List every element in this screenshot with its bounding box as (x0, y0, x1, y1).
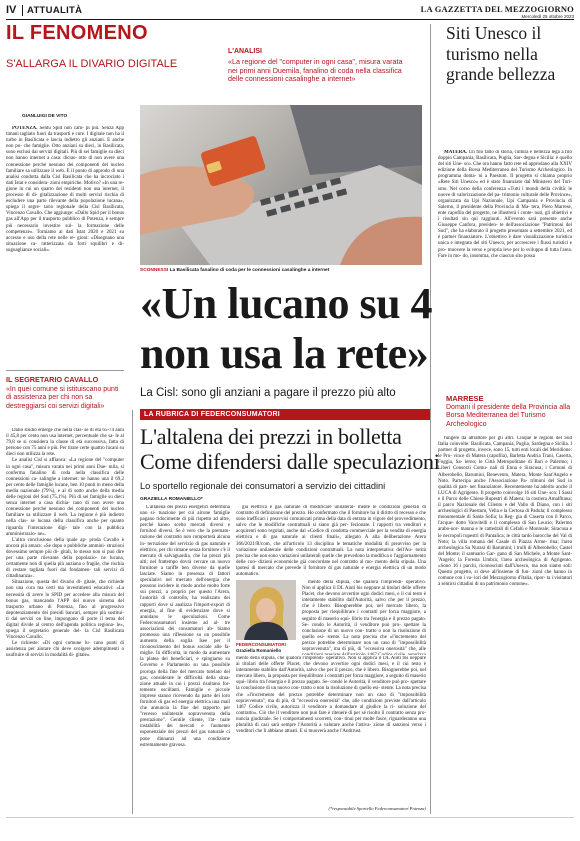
article-byline: GIANLUIGI DE VITO (22, 114, 68, 119)
rubrica-text-2: gia elettrica e gas naturale di modificare unilateral- mente le condizioni generali di contratto di definizione del prezzo. Ho confermato che il fornitore ha il diritto di recesso e che sono inefficaci i preavvisi comunicati prima della data di entrata in vigore del provvedimento, salvo che le modifiche contrattuali si siano già per- fezionate. I rapporti tra venditori e acquirenti sono regolati, anche dal «Codice di condotta commerciale per la vendita di energia elettrica e di gas naturale ai clienti finali», allegato A alla deliberazione Arera 366/2021/R/com, che all'articolo 13 disciplina le tematiche modalità di preavviso per la variazione unilaterale delle condizioni contrattuali. La nota interpretativa dell'Au- torità precisa che non sono variazioni unilaterali quelle che prevedono la modifica o l'aggiornamento delle con- dizioni economiche già concordate nel contratto al mo- mento della stipula. Una ipotesi di mercato che prevede il fornitore di gas naturale e energia elettrica di un modo automatico. (236, 505, 426, 577)
laptop-photo (140, 105, 422, 265)
right-column-divider (430, 24, 431, 814)
analysis-kicker: L'ANALISI (228, 48, 262, 55)
marrese-text: Domani il presidente della Provincia alla Borsa Mediterranea del Turismo Archeologico (446, 404, 571, 428)
portrait-org: FEDERCONSUMATORI (236, 642, 286, 647)
rubrica-text-1: L'altalena dei prezzi energetici determina uno si- tuazione per cui alcune famiglie pagano ridocimente di più rispetto ad altre, perché hanno scelto mercati diversi e fornitori diversi. Se è vero che la prematu- razione del contratto non comporterà alcuna in- terruzione del servizio di gas naturale e elettrico, per chi rimane senza fornitore c'è il mercato di salvaguardia, che ha prezzi più alti; nel frattempo dovrà cercare un nuovo fornitore a tariffe ben diverse da quelle lasciate. Siamo in presenza di fattori speculativi nel mercato dell'energia che possono incidere in modo anche molto forte sui prezzi, a proprio per questo l'Arera, l'autorità di controllo, ha realizzato dei rapporti dove si analizza l'import-export di energia, al fine di evidenziare dove si annidano le speculazioni. Come Federconsumatori insieme ad al- tre associazioni dei consumatori ab- biamo promosso una riflessione su un possibile aumento della soglia Isee per il riconoscimento del bonus sociale alle fa- miglie. In difficoltà, in modo da aumentare la platea dei beneficiari, e spingiamo su Governo e Parlamento su una possibile proroga della fine del mercato tutelato del gas, considerate le difficoltà della situa- zione attuale in cui i prezzi risultano for- temente oscillanti. Famiglie e piccole imprese stanno ricevendo da parte dei loro fornitori di gas ed energia elettrica una mail che annuncia la fine del rapporto per "recesso unilaterale sopravvenuta della prestazione". Gentile cliente, l'at- tuale instabilità dei mercati e l'aumento esponenziale dei prezzi del gas naturale ci pone dinnanzi ad una condizione estremamente gravosa. (140, 505, 230, 748)
article-body-2 (6, 428, 124, 816)
main-headline-line-1: «Un lucano su 4 (140, 279, 433, 328)
rubrica-footnote: (*responsabile Sportello Federconsumatori Potenza) (328, 806, 426, 811)
rubrica-headline-2: Come difendersi dalle speculazioni (140, 449, 440, 474)
rubrica-label-bar (140, 409, 430, 420)
article-text-6: Le richieste: «Di ogni comune lu- cano punti di assistenza per aiutare chi deve svolgere adempimenti o usufruire di servizi in modalità di- gitale». (6, 641, 124, 659)
author-portrait (236, 580, 296, 640)
portrait-name: Graziella Romaniello (236, 647, 282, 653)
unesco-dateline: MATERA. (444, 150, 468, 155)
unesco-text-2: fungere da attrattore per gli altri. Cinque le regioni del Sud Italia coinvolte: Basilicata, Campania, Puglia, Sardegna e Sicilia. I partner di progetto, invece, sono 15, tutti enti locali del Meridione: le Pro- vince di Matera (capofila), Barletta Andria Trani, Caserta, Foggia, Sa- lerno; le Città Metropolitane di Bari e Palermo; i Liberi Consorzi Comu- nali di Enna e Siracusa; i Comuni di Alberobello, Barumini, Benevento, Matera, Monte Sant'Angelo e Noto. Partecipa anche l'Associazione Pa- trimoni del Sud in qualità di part- ner finanziatore. Recentemente ha aderito anche il LUCA di Agrigento. Il progetto coinvolge 16 siti Une- sco: I Sassi e il Parco delle Chiese Rupestri di Matera; la costiera Amalfitana; il parco Nazionale del Cilento e del Vallo di Diano, con i siti archeologici di Paestum, Velia e la Certosa di Padula; il complesso monumentale di Santa Sofia; la Reg- gia di Caserta con il Parco, l'acque- dotto Vanvitelli e il complesso di San Leucio; Palermo arabo-nor- manna e le cattedrali di Cefalù e Monreale; Siracusa e le necropoli rupestri di Pantalica; le città tardo barocche del Val di Noto; la villa romana del Casale di Piazza Arme- rina; l'area archeologica Su Nuraxi di Barumini; i trulli di Alberobello; Castel del Monte; il santuario Gar- gano di San Michele, a Monte Sant- 'Angelo; la Foresta Umbra; l'area archeologica di Agrigento. «Sono 16 i parchi, riconosciuti dall'Unesco, ma non siamo soli: Questo progetto, si deve all'insieme di fun- zioni che hanno in comune con i va- lori del Mezzogiorno d'Italia, ripor- ta i visitatori a sentirsi cittadini di un patrimonio comune». (438, 436, 572, 588)
photo-caption-text: La Basilicata fanalino di coda per le connessioni casalinghe a internet (169, 268, 330, 273)
cavallo-kicker: IL SEGRETARIO CAVALLO (6, 375, 99, 384)
unesco-body-1 (438, 150, 572, 390)
article-text-1: Sentu Spid non cam- pi più. Senza App timani tagliato fuori da trasporti e cure. I digitale non ha il turbo in Basilicata e lascia indietro gli anziani. E anche non po- che famiglie. Otto anziani su dieci, in Basilicata, sono esclusi dai servizi digitali. Più di sei famiglie su dieci non hanno internet a casa: dicias- otto di non avere una connessione perché nessuno dei componenti del nucleo familiare sa utilizzare il web. E il punto di approdo di una analisi condotta dalla Cisl Basilicata che ha incrociato i dati Istat e considera- zioni empiriche. Motivo? «In una re- gione in cui un quarto dei residenti non usa internet, il processo di di- gitalizzazione di molti servizi rischia di escludere una parte rilevante della popolazione lucana», spiega il segre- tario regionale della Cisl Basilicata, Vincenzo Cavallo. Che aggiunge: «Dallo Spid per il bonus gas all'App per il trasporto pubblico di Potenza, è sempre più necessario investire sul- la formazione delle competenze». Torniamo ai dati Istat 2020 e 2021 su accesso e uso della rete nelle re- gioni: «Disegnano una situazione ca- ratterizzata da forti squilibri e di- suguaglianze sociali». (6, 126, 124, 253)
unesco-headline: Siti Unesco il turismo nella grande bellezza (446, 23, 556, 84)
rubrica-byline: GRAZIELLA ROMANIELLO* (140, 497, 203, 502)
photo-caption (140, 268, 422, 274)
header-rule (6, 19, 574, 20)
portrait-caption (236, 642, 300, 653)
header-divider (22, 5, 23, 16)
author-photo-illustration (236, 580, 296, 640)
article-body-1 (6, 126, 124, 366)
rubrica-label: LA RUBRICA DI FEDERCONSUMATORI (144, 410, 280, 418)
issue-date: Mercoledì 25 ottobre 2023 (521, 14, 574, 19)
page-header (6, 4, 574, 18)
article-text-3: Le analisi Cisl si affianca: «La regione del "computer in ogni casa", misura varata nei primi anni Due- mila, si conferma fanalino di coda nella classifica delle connessioni ca- salinghe a internet: ne hanno una il 69,2 per cento delle famiglie lucane, ben 10 punti in meno della media nazionale (79%), e al di sotto anche della media delle regioni del Sud (75,1%). Più di sei famiglie su dieci senza internet a casa dichia- rano di non avere una connessione perché nessuno dei componenti del nucleo familiare sa utilizzare il web. La regione è più indietro nella clas- se lucana della classifica anche per quanto riguarda l'interazione digi- tale con la pubblica amministrazio- ne». (6, 458, 124, 537)
main-headline-line-2: non usa la rete» (140, 329, 429, 378)
rubrica-body-3 (302, 580, 426, 655)
article-dateline: POTENZA. (12, 126, 38, 131)
cavallo-quote: «In quei comune si istituiscano punti di assistenza per chi non sa destreggiarsi coi servizi digitali» (6, 386, 119, 410)
rubrica-body-4 (236, 656, 426, 806)
photo-caption-tag: SCONNESSI (140, 268, 169, 273)
feature-title: IL FENOMENO (6, 22, 148, 44)
rubrica-text-3b: mento della stipula, che qualora l'imprendi- operativo. Non si applica il DL Aiuti bis neppure ai titolari delle offerte Placet, che devono avvertire ogni dodici mesi, e il cui testo è interamente stabilito dall'Autorità, salvo che per il prezzo, che è libero. Bisognerebbe poi, nel mercato libero, la proposta per riequilibrare i contratti per forza maggiore, a seguito di maserio squi- librio tra l'energia e il prezzo pagato. Se- condo le Autorità, il venditore può pro- spettare la conclusione di un nuovo con- tratto o non la risoluzione di quello esi- stente. La nota precisa che «l'incremento del prezzo potrebbe determinare non un caso di "impossibilità sopravvenuta", ma di più, di "eccessiva onerosità" che, alle condizioni previste dall'articolo 1467 Codice civile, autorizza il venditore a domandare al giudice la ri- soluzione del contratto». Ciò che il venditore non può fare è ritenere di per sé risolto il contratto senza pro- nuncia giudiziale. Se i comportamenti scorretti, con- tinui per molte fasce, riguarderanno una pluralità di casi sarà sempre l'Autorità a valutare anche l'attiva- zione di sanzioni verso i venditori che li abbiano attuati. E si muoverà anche l'Antitrust. (236, 656, 426, 735)
unesco-body-2 (438, 436, 572, 814)
feature-subtitle: S'ALLARGA IL DIVARIO DIGITALE (6, 58, 178, 70)
article-text-2: Dallo studio emerge che nella clas- se di età 65-74 anni il 45,8 per cento non usa internet, percentuale che sa- le al 79,8 se si considera la classe di età successiva, fatta di persone con 75 anni e più. Per tirare certe quattro lucani su dieci non utilizza la rete. (6, 428, 124, 458)
page-number: IV (6, 4, 17, 16)
laptop-illustration (140, 105, 422, 265)
article-text-5: Situazione, questa del divario di- gitale, che richiede non una cura ma certi ma investimenti educativi: «La necessità di avere lo SPID per accedere alla misura del bonus gas, mancando l'APP del nuovo sistema del trasporto urbano di Potenza, fino al progressivo depotenziamento dei presidi bancari, sempre più sostitui- ti dai servizi on line, impongono di porre il tema del digital divide al centro dell'agenda politica regiona- le», spiega il segretario generale del- la Cisl Basilicata Vincenzo Cavallo. (6, 580, 124, 641)
rubrica-divider (132, 410, 133, 814)
unesco-text-1: Un filo fatto di storia, cultura e bellezza lega a filo doppio Campania, Basilicata, Puglia, Sar- degna e Sicilia: è quello del siti Une- sco. Che ora hanno fatto rete ed approdano alla XXIV edizione della Borsa Mediterranea del Turismo Archeologico. In programma doma- ni a Paestum. Il progetto si chiama proprio «Rete Siti Unesco» ed è stato finanziato dal Ministero del Turi- smo. Nel corso della conferenza «Tutti i mondi della civiltà: le nuove di valorizzazione del pa- trimonio culturale delle Province», organizzata da Upi Nazionale, Upi Campania e Provincia di Salerno, il presidente della Provincia di Ma- tera, Piero Marrese, ente capofila del progetto, ne illustrerà i conte- nuti, gli obiettivi e i risultati sin qui raggiunti. All'evento sarà presente anche Giuseppe Canfora, presiden- te dell'associazione "Patrimoni del Sud", che ha elaborato il progetto presentato a settembre 2021, ed è partner finanziatore. L'obiettivo è dare visualizzazione turistica unica e integrata del siti Unesco, per accrescere i flussi turistici e pro- muovere la verso e propria leve per lo sviluppo di tutta l'area. Fare in mo- do, insomma, che ciascun sito possa (438, 150, 572, 259)
newspaper-name: LA GAZZETTA DEL MEZZOGIORNO (420, 4, 574, 14)
page-bottom-rule (6, 817, 574, 818)
rubrica-headline-1: L'altalena dei prezzi in bolletta (140, 424, 402, 449)
rubrica-text-3: mento della stipula, che qualora l'imprendi- operativo. Non si applica il DL Aiuti bis neppure ai titolari delle offerte Placet, che devono avvertire ogni dodici mesi, e il cui testo è interamente stabilito dall'Autorità, salvo che per il prezzo, che è libero. Bisognerebbe poi, nel mercato libero, la proposta per riequilibrare i contratti per forza maggiore, a seguito di maserio squi- librio tra l'energia e il prezzo pagato. Se- condo le Autorità, il venditore può pro- spettare la conclusione di un nuovo con- tratto o non la risoluzione di quello esi- stente. La nota precisa che «l'incremento del prezzo potrebbe determinare non un caso di "impossibilità sopravvenuta", ma di più, di "eccessiva onerosità" che, alle (302, 580, 426, 653)
rubrica-body-2 (236, 505, 426, 577)
rubrica-body-1 (140, 505, 230, 813)
article-text-4: L'altra conclusione della quale ap- proda Cavallo è ancora più amara: «Se dopo o pubbliche ammini- strazioni dovessimo sempre più di- gitali, lo stesso non si può dire per una parte rilevante della popolazio- ne lucana, certamente non di quella più anziana o fragile, che rischia di restare tagliata fuori dai fondamen- tali servizi di cittadinanza». (6, 537, 124, 580)
marrese-kicker: MARRESE (446, 394, 484, 403)
analysis-quote: «La regione del "computer in ogni casa", misura varata nei primi anni Duemila, fanalino di coda nella classifica delle connessioni casalinghe a internet» (228, 57, 403, 84)
rubrica-deck: Lo sportello regionale dei consumatori a servizio dei cittadini (140, 481, 386, 491)
section-label: ATTUALITÀ (27, 5, 83, 16)
main-deck: La Cisl: sono gli anziani a pagare il prezzo più alto (140, 387, 396, 399)
cavallo-box-rule (6, 370, 124, 371)
